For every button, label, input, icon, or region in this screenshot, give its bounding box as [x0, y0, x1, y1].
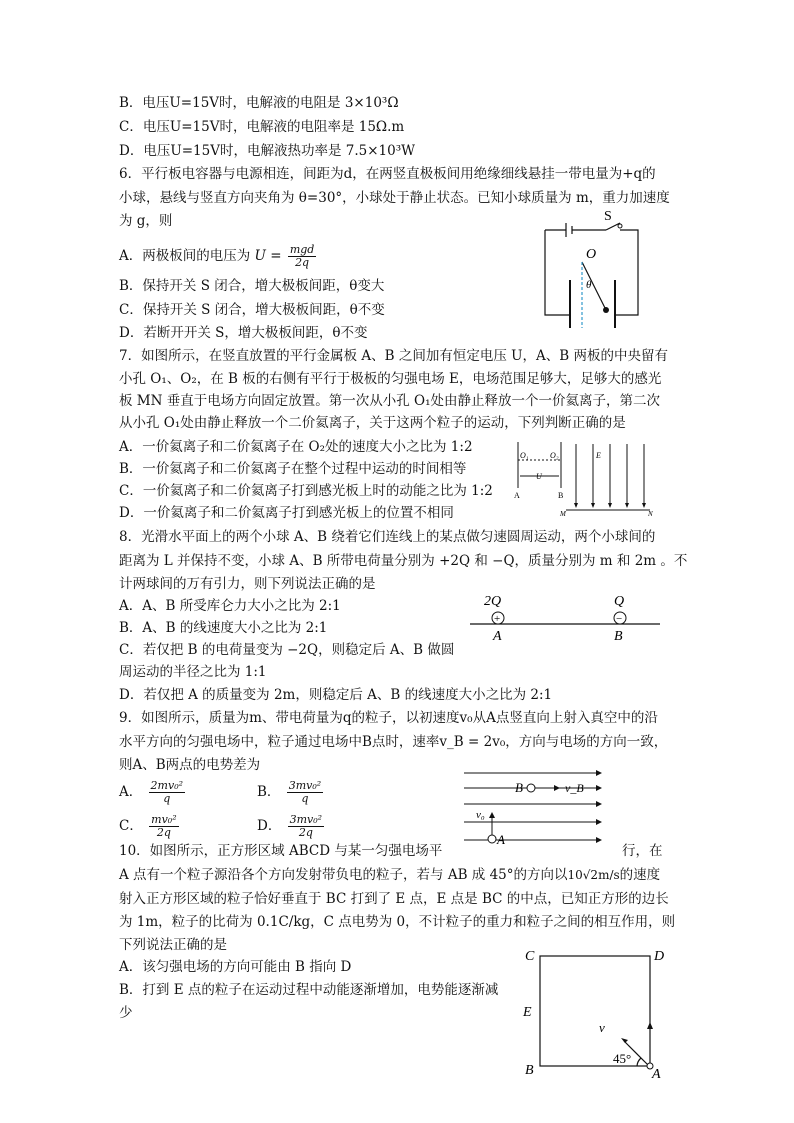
q6-option-a-numerator: mgd [289, 243, 315, 256]
q10-stem-line2c: 的速度 [619, 867, 661, 883]
q8-stem-line2: 距离为 L 并保持不变，小球 A、B 所带电荷量分别为 +2Q 和 −Q，质量分别为 m 和 2m 。不 [119, 553, 688, 569]
q10-stem-line2 [119, 865, 660, 885]
q8-stem-line1: 8．光滑水平面上的两个小球 A、B 绕着它们连线上的某点做匀速圆周运动，两个小球间的 [119, 529, 656, 545]
q7-stem-line1: 7．如图所示，在竖直放置的平行金属板 A、B 之间加有恒定电压 U，A、B 两板的中央留有 [119, 348, 668, 364]
q9-option-d [257, 814, 326, 839]
q10-stem-line3: 射入正方形区域的粒子恰好垂直于 BC 打到了 E 点，E 点是 BC 的中点，已知正方形的边长 [119, 891, 669, 907]
q9-option-d-den: 2q [298, 826, 313, 839]
q9-vb-label: v_B [565, 781, 584, 795]
q6-stem-line2: 小球，悬线与竖直方向夹角为 θ=30°，小球处于静止状态。已知小球质量为 m，重力加速度 [119, 190, 670, 206]
q10-stem-line4: 为 1m，粒子的比荷为 0.1C/kg，C 点电势为 0，不计粒子的重力和粒子之间的相互作用，则 [119, 914, 676, 930]
q10-corner-c-label: C [525, 949, 535, 964]
q9-point-b-label: B [515, 780, 523, 795]
q10-option-b-line1: B．打到 E 点的粒子在运动过程中动能逐渐增加，电势能逐渐减 [119, 982, 499, 998]
q9-field-figure [462, 768, 607, 848]
q8-option-d: D．若仅把 A 的质量变为 2m，则稳定后 A、B 的线速度大小之比为 2:1 [119, 687, 553, 703]
q9-option-a-den: q [163, 792, 171, 805]
q6-capacitor-figure [540, 210, 650, 335]
q9-stem-line3: 则A、B两点的电势差为 [119, 757, 261, 773]
q6-option-c: C．保持开关 S 闭合，增大极板间距，θ不变 [119, 302, 385, 318]
q7-field-label: E [596, 451, 601, 460]
q9-option-c-label: C． [119, 818, 143, 834]
q6-option-a-fraction [288, 244, 317, 269]
q10-option-b-line2: 少 [119, 1005, 133, 1021]
q7-plate-b-label: B [558, 491, 564, 500]
q10-speed-value: 10√2m/s [567, 868, 620, 882]
q8-ball-a-label: A [493, 629, 502, 644]
q8-charges-figure [470, 592, 665, 642]
q9-option-b-fraction [287, 780, 323, 805]
q6-pivot-label: O [586, 247, 597, 262]
q10-option-a: A．该匀强电场的方向可能由 B 指向 D [119, 959, 352, 975]
q6-option-d: D．若断开开关 S，增大极板间距，θ不变 [119, 325, 368, 341]
q10-corner-b-label: B [525, 1063, 534, 1078]
q7-option-d: D．一价氦离子和二价氦离子打到感光板上的位置不相同 [119, 505, 454, 521]
q9-option-c-fraction [149, 814, 178, 839]
q9-option-d-num: 3mv₀² [289, 813, 323, 826]
q9-option-a-num: 2mv₀² [150, 779, 184, 792]
q10-square-figure [520, 942, 670, 1082]
q9-option-a [119, 780, 187, 805]
q10-stem-line2a: A 点有一个粒子源沿各个方向发射带负电的粒子，若与 AB 成 45°的方向以 [119, 867, 568, 883]
q6-option-a-denominator: 2q [295, 256, 310, 269]
q6-option-a [119, 244, 318, 269]
q8-charge-a-label: 2Q [484, 594, 502, 609]
q7-plate-a-label: A [514, 491, 520, 500]
q7-stem-line3: 板 MN 垂直于电场方向固定放置。第一次从小孔 O₁处由静止释放一个一价氦离子，第二次 [119, 393, 660, 409]
q6-stem-line3: 为 g，则 [119, 213, 173, 229]
q9-option-a-label: A． [119, 784, 143, 800]
q9-point-a-label: A [497, 832, 505, 847]
q7-u-label: U [536, 472, 542, 481]
q7-o1-label: O₁ [520, 451, 529, 460]
q6-angle-label: θ [586, 279, 592, 291]
q7-n-label: N [648, 510, 653, 518]
q10-stem-line1b: 行，在 [622, 843, 663, 859]
q7-o2-label: O₂ [550, 451, 559, 460]
q8-option-c-line2: 周运动的半径之比为 1:1 [119, 664, 267, 680]
q10-angle-label: 45° [613, 1051, 632, 1066]
q9-v0-label: v₀ [476, 809, 485, 821]
q9-option-d-label: D． [257, 818, 282, 834]
q10-corner-a-label: A [652, 1067, 661, 1082]
q8-option-a: A．A、B 所受库仑力大小之比为 2:1 [119, 598, 341, 614]
q9-option-a-fraction [149, 780, 185, 805]
q9-option-d-fraction [288, 814, 324, 839]
q5-option-b: B．电压U=15V时，电解液的电阻是 3×10³Ω [119, 95, 399, 111]
q10-corner-d-label: D [654, 949, 665, 964]
q8-option-b: B．A、B 的线速度大小之比为 2:1 [119, 620, 328, 636]
q8-ball-b-label: B [614, 629, 623, 644]
q9-option-b-label: B． [257, 784, 281, 800]
q6-option-a-prefix: A．两极板间的电压为 [119, 248, 251, 264]
q7-option-c: C．一价氦离子和二价氦离子打到感光板上时的动能之比为 1:2 [119, 483, 493, 499]
q9-option-b-den: q [301, 792, 309, 805]
q9-option-c [119, 814, 181, 839]
q7-stem-line2: 小孔 O₁、O₂，在 B 板的右侧有平行于极板的匀强电场 E，电场范围足够大，足够大的感光 [119, 371, 662, 387]
svg-text:+: + [494, 613, 501, 625]
q9-option-b [257, 780, 325, 805]
q7-plates-figure [508, 440, 658, 518]
q5-option-d: D．电压U=15V时，电解液热功率是 7.5×10³W [119, 143, 415, 159]
q9-option-c-num: mv₀² [151, 813, 177, 826]
q8-stem-line3: 计两球间的万有引力，则下列说法正确的是 [119, 576, 376, 592]
q9-stem-line2: 水平方向的匀强电场中，粒子通过电场中B点时，速率v_B = 2v₀，方向与电场的方向一致， [119, 734, 668, 750]
q10-stem-line1a: 10．如图所示，正方形区域 ABCD 与某一匀强电场平 [119, 843, 443, 859]
q10-stem-line5: 下列说法正确的是 [119, 937, 227, 953]
q6-stem-line1: 6．平行板电容器与电源相连，间距为d，在两竖直极板间用绝缘细线悬挂一带电量为+q的 [119, 166, 656, 182]
q9-option-b-num: 3mv₀² [288, 779, 322, 792]
q10-point-e-label: E [523, 1005, 532, 1020]
q9-stem-line1: 9．如图所示，质量为m、带电荷量为q的粒子，以初速度v₀从A点竖直向上射入真空中的沿 [119, 710, 658, 726]
q6-switch-label: S [604, 209, 612, 224]
q6-option-a-lhs: U = [254, 248, 282, 264]
q9-option-c-den: 2q [156, 826, 171, 839]
q7-option-b: B．一价氦离子和二价氦离子在整个过程中运动的时间相等 [119, 461, 467, 477]
q10-velocity-label: v [599, 1020, 605, 1035]
q7-option-a: A．一价氦离子和二价氦离子在 O₂处的速度大小之比为 1:2 [119, 439, 473, 455]
svg-text:−: − [616, 613, 623, 625]
q7-m-label: M [560, 510, 566, 518]
q6-option-b: B．保持开关 S 闭合，增大极板间距，θ变大 [119, 278, 385, 294]
q7-stem-line4: 从小孔 O₁处由静止释放一个二价氦离子，关于这两个粒子的运动，下列判断正确的是 [119, 415, 626, 431]
q5-option-c: C．电压U=15V时，电解液的电阻率是 15Ω.m [119, 119, 405, 135]
q8-charge-b-label: Q [614, 594, 625, 609]
q8-option-c-line1: C．若仅把 B 的电荷量变为 −2Q，则稳定后 A、B 做圆 [119, 642, 455, 658]
